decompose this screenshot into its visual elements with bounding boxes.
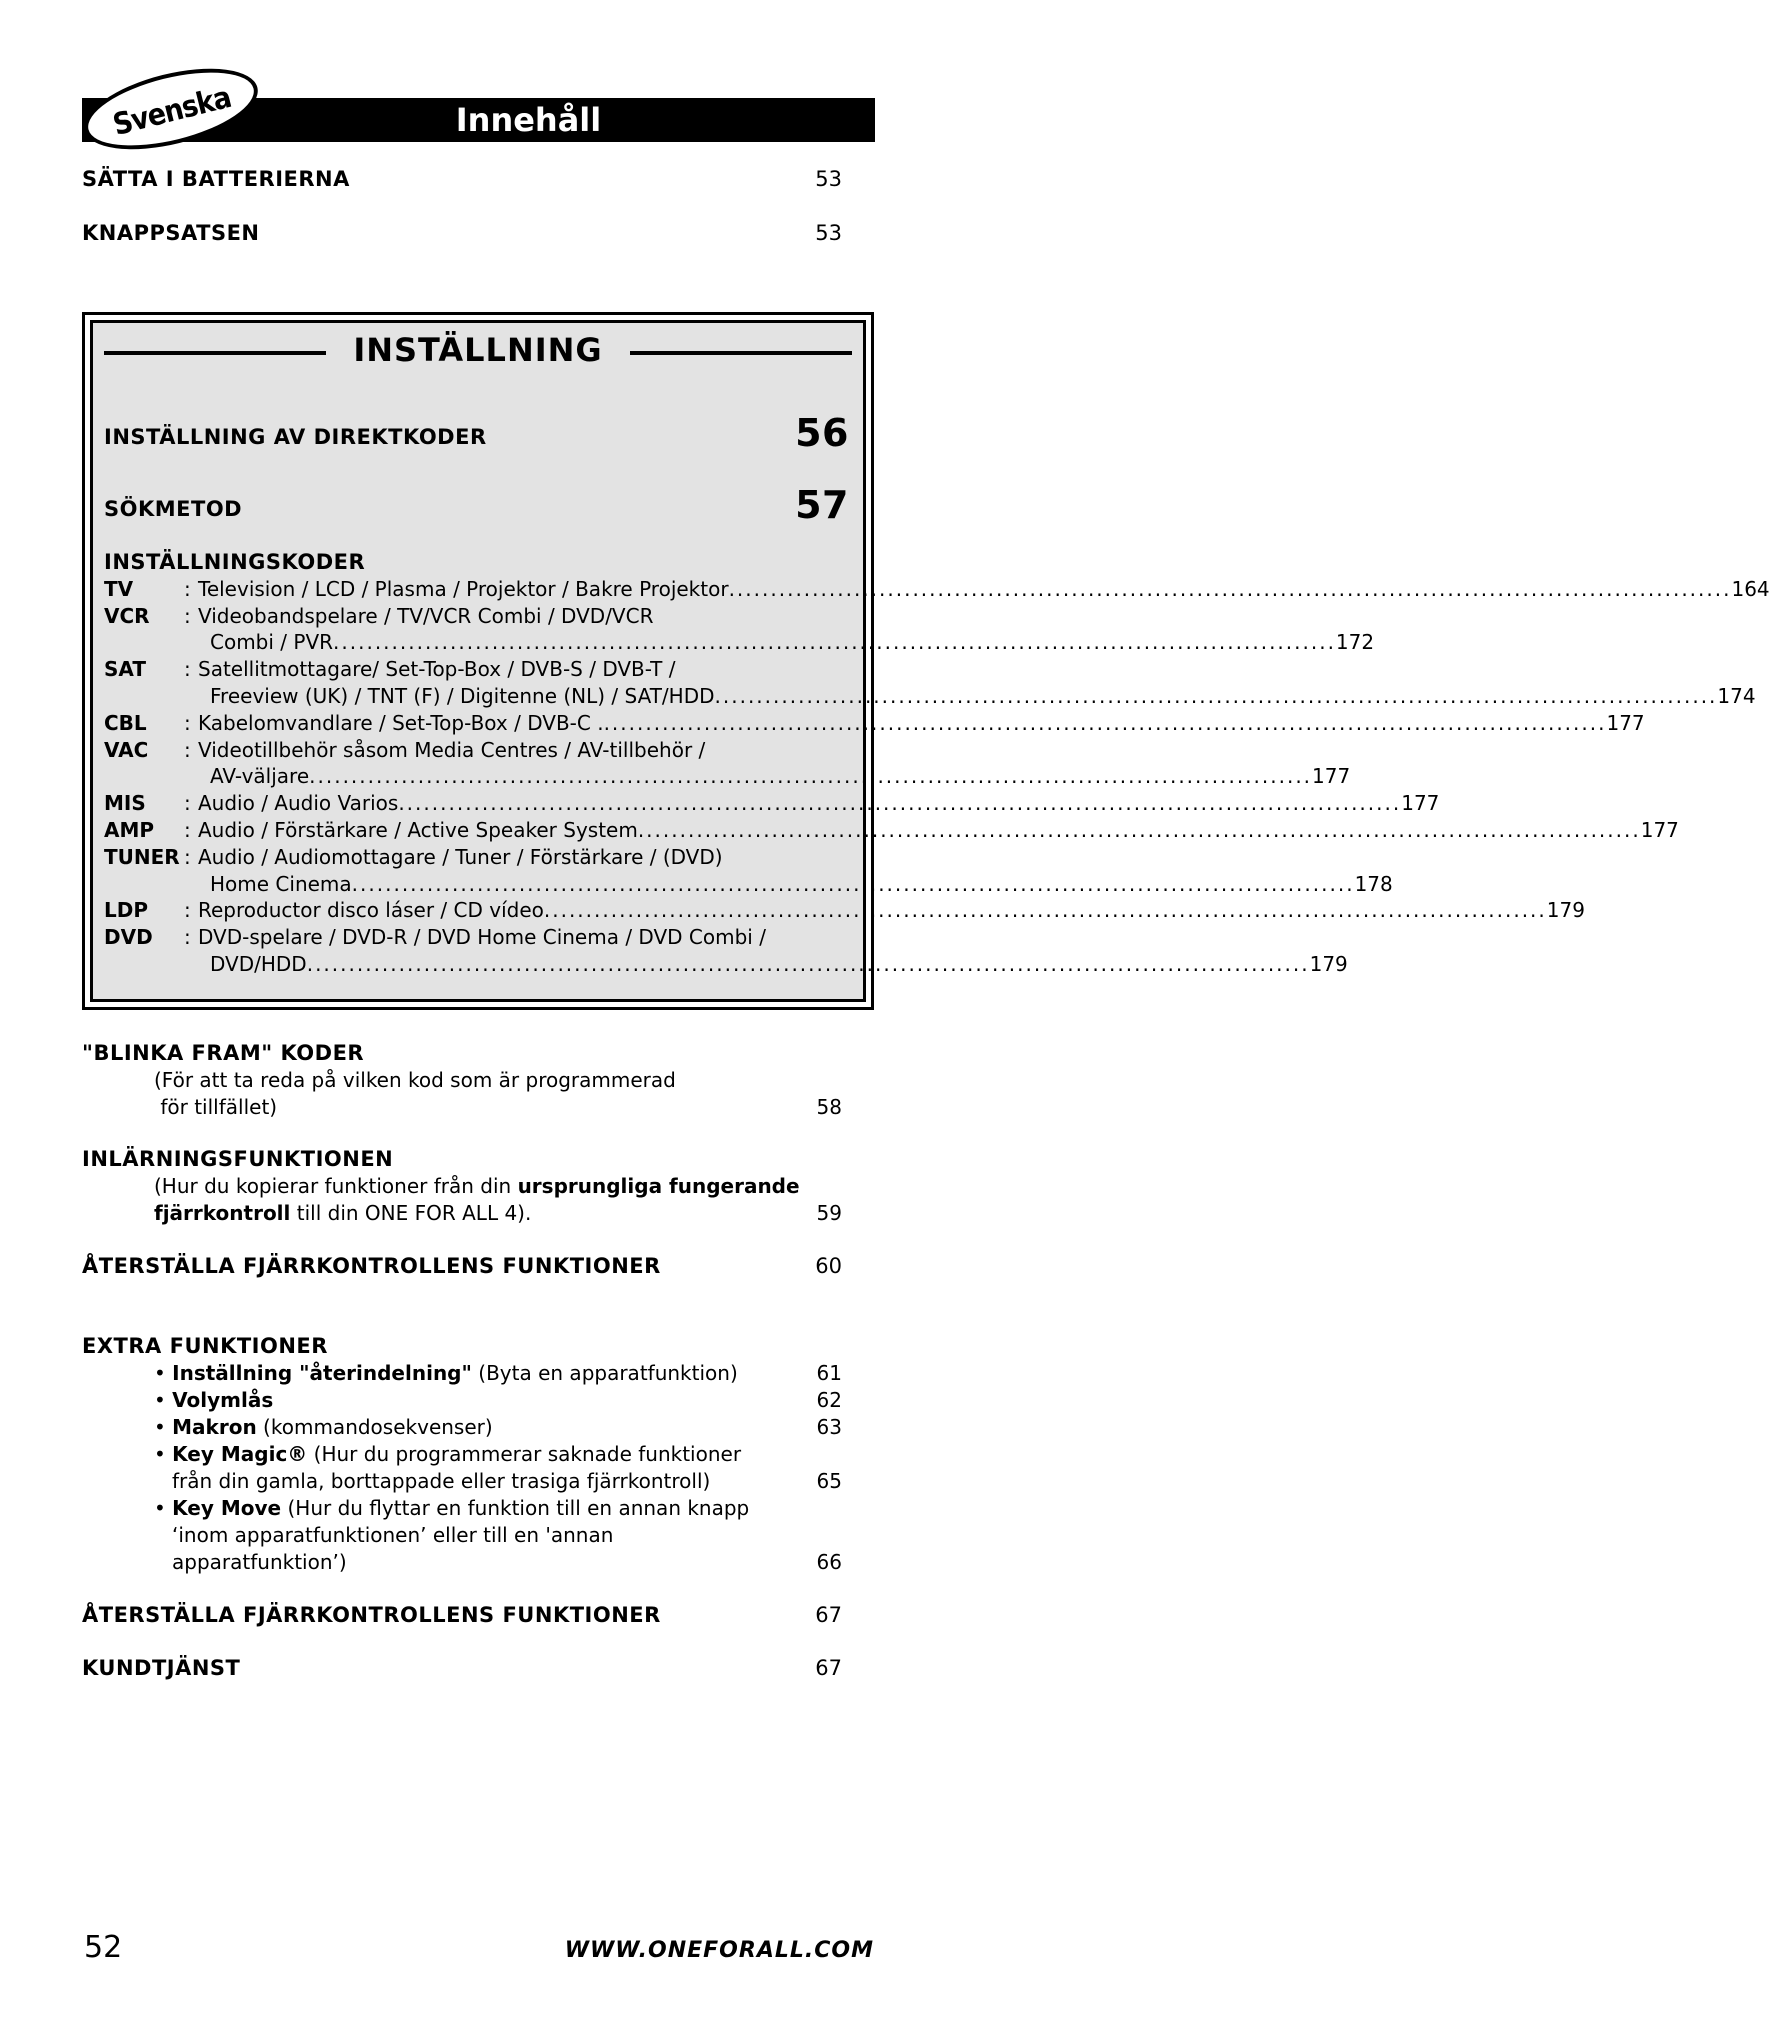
toc-page: 56 (795, 411, 849, 455)
code-page: 177 (1640, 817, 1679, 842)
contents-title: Innehåll (82, 98, 875, 142)
setup-title: INSTÄLLNING (339, 331, 616, 369)
code-row[interactable]: VCR : Videobandspelare / TV/VCR Combi / DVD/VCR (104, 603, 654, 628)
toc-page: 59 (816, 1201, 842, 1225)
language-label: Svenska (109, 80, 235, 143)
toc-page: 62 (816, 1388, 842, 1412)
code-row[interactable]: MIS : Audio / Audio Varios ........................................................................................................................ 177 (104, 791, 1440, 816)
toc-label: KUNDTJÄNST (82, 1656, 241, 1680)
toc-label: ÅTERSTÄLLA FJÄRRKONTROLLENS FUNKTIONER (82, 1603, 661, 1627)
code-row-continued[interactable] (104, 951, 1348, 978)
code-row-continued[interactable] (104, 629, 1375, 656)
bullet-text: från din gamla, borttappade eller trasiga fjärrkontroll) (172, 1469, 711, 1493)
toc-item-keypad[interactable] (82, 220, 842, 247)
bullet-item[interactable]: • Inställning "återindelning" (Byta en apparatfunktion) 61 (154, 1361, 842, 1385)
desc-bold: ursprungliga fungerande (517, 1174, 800, 1198)
code-category: LDP (104, 898, 149, 923)
toc-label: KNAPPSATSEN (82, 221, 260, 245)
code-category: VAC (104, 737, 149, 762)
code-category: MIS (104, 791, 146, 816)
toc-label: INSTÄLLNING AV DIREKTKODER (104, 425, 487, 449)
code-description: Home Cinema (210, 871, 352, 896)
bullet-item[interactable]: • Volymlås 62 (154, 1388, 842, 1412)
toc-page: 63 (816, 1415, 842, 1439)
code-page: 174 (1717, 683, 1756, 708)
toc-label: "BLINKA FRAM" KODER (82, 1041, 365, 1065)
leader-dots: ........................................................................................................................ (398, 791, 1402, 816)
bullet-bold: Volymlås (172, 1388, 274, 1412)
desc-bold: fjärrkontroll (154, 1201, 291, 1225)
code-page: 177 (1312, 764, 1351, 789)
leader-dots: ........................................................................................................................ (603, 710, 1607, 735)
bullet-text: (Hur du flyttar en funktion till en annan knapp (281, 1496, 750, 1520)
toc-item-blink-codes[interactable] (82, 1040, 842, 1067)
code-description: DVD-spelare / DVD-R / DVD Home Cinema / DVD Combi / (198, 925, 766, 950)
code-page: 164 (1731, 576, 1770, 601)
code-category: TV (104, 576, 134, 601)
code-row-continued[interactable] (104, 871, 1393, 898)
toc-page: 53 (815, 221, 842, 245)
page-header (82, 70, 875, 146)
code-page: 179 (1309, 951, 1348, 976)
toc-label: ÅTERSTÄLLA FJÄRRKONTROLLENS FUNKTIONER (82, 1254, 661, 1278)
toc-page: 67 (815, 1603, 842, 1627)
bullet-text: (kommandosekvenser) (256, 1415, 493, 1439)
toc-item-batteries[interactable] (82, 166, 842, 193)
desc-text: till din ONE FOR ALL 4). (290, 1201, 532, 1225)
toc-page: 61 (816, 1361, 842, 1385)
code-category: AMP (104, 817, 155, 842)
leader-dots: ........................................................................................................................ (728, 576, 1732, 601)
leader-dots: ........................................................................................................................ (309, 764, 1313, 789)
toc-label: SÖKMETOD (104, 497, 243, 521)
code-row[interactable]: LDP : Reproductor disco láser / CD vídeo ........................................................................................................................ 179 (104, 898, 1585, 923)
toc-item-search-method[interactable] (104, 483, 849, 527)
toc-desc (154, 1200, 842, 1227)
code-description: Television / LCD / Plasma / Projektor / Bakre Projektor (198, 576, 729, 601)
code-page: 172 (1335, 630, 1375, 655)
bullet-item[interactable]: • Makron (kommandosekvenser) 63 (154, 1415, 842, 1439)
bullet-text: (Byta en apparatfunktion) (471, 1361, 738, 1385)
toc-label: EXTRA FUNKTIONER (82, 1334, 328, 1358)
code-description: Reproductor disco láser / CD vídeo (198, 898, 544, 923)
toc-desc (154, 1173, 842, 1200)
website-link[interactable]: WWW.ONEFORALL.COM (564, 1938, 874, 1963)
toc-item-extra-functions[interactable] (82, 1333, 842, 1360)
code-row[interactable]: DVD : DVD-spelare / DVD-R / DVD Home Cinema / DVD Combi / (104, 925, 766, 950)
leader-dots: ........................................................................................................................ (637, 817, 1641, 842)
leader-dots: ........................................................................................................................ (333, 630, 1336, 655)
setup-codes (104, 549, 1770, 978)
code-row[interactable]: TV : Television / LCD / Plasma / Projektor / Bakre Projektor ........................................................................................................................ 164 (104, 576, 1770, 601)
bullet-text: (Hur du programmerar saknade funktioner (307, 1442, 742, 1466)
bullet-bold: Inställning "återindelning" (172, 1361, 472, 1385)
code-description: Kabelomvandlare / Set-Top-Box / DVB-C . (198, 710, 604, 735)
code-category: SAT (104, 657, 146, 682)
toc-label: INLÄRNINGSFUNKTIONEN (82, 1147, 394, 1171)
code-category: CBL (104, 710, 147, 735)
bullet-bold: Key Move (172, 1496, 282, 1520)
code-description: Satellitmottagare/ Set-Top-Box / DVB-S / DVB-T / (198, 657, 676, 682)
toc-page: 60 (815, 1254, 842, 1278)
code-category: TUNER (104, 844, 180, 869)
toc-item-customer-service[interactable] (82, 1655, 842, 1682)
code-page: 177 (1606, 710, 1645, 735)
leader-dots: ........................................................................................................................ (351, 871, 1355, 896)
toc-page: 66 (816, 1550, 842, 1574)
toc-page: 57 (795, 483, 849, 527)
bullet-text: apparatfunktion’) (172, 1550, 347, 1574)
bullet-bold: Makron (172, 1415, 257, 1439)
setup-box (82, 312, 1770, 1010)
toc-item-reset-functions[interactable] (82, 1253, 842, 1280)
code-page: 178 (1354, 871, 1393, 896)
bullet-bold: Key Magic® (172, 1442, 308, 1466)
code-description: Videobandspelare / TV/VCR Combi / DVD/VCR (198, 603, 654, 628)
toc-page: 65 (816, 1469, 842, 1493)
page-number: 52 (84, 1930, 123, 1965)
toc-item-learning[interactable] (82, 1146, 842, 1173)
code-page: 177 (1401, 791, 1440, 816)
code-category: VCR (104, 603, 150, 628)
code-description: Audio / Förstärkare / Active Speaker System (198, 817, 638, 842)
toc-desc: för tillfället) (154, 1095, 278, 1119)
code-row[interactable]: SAT : Satellitmottagare/ Set-Top-Box / DVB-S / DVB-T / (104, 657, 676, 682)
toc-page: 58 (816, 1095, 842, 1119)
code-row-continued[interactable] (104, 763, 1351, 790)
leader-dots: ........................................................................................................................ (714, 683, 1718, 708)
code-row[interactable]: VAC : Videotillbehör såsom Media Centres / AV-tillbehör / (104, 737, 706, 762)
code-description: AV-väljare (210, 764, 310, 789)
leader-dots: ........................................................................................................................ (306, 951, 1310, 976)
toc-page: 53 (815, 167, 842, 191)
code-description: Freeview (UK) / TNT (F) / Digitenne (NL) / SAT/HDD (210, 683, 715, 708)
code-page: 179 (1546, 898, 1585, 923)
bullet-text: ‘inom apparatfunktionen’ eller till en 'annan (172, 1523, 614, 1547)
toc-label: SÄTTA I BATTERIERNA (82, 167, 350, 191)
codes-heading: INSTÄLLNINGSKODER (104, 550, 366, 574)
leader-dots: ........................................................................................................................ (543, 898, 1547, 923)
toc-item-reset-functions-2[interactable] (82, 1602, 842, 1629)
code-row[interactable]: TUNER : Audio / Audiomottagare / Tuner / Förstärkare / (DVD) (104, 844, 723, 869)
toc-desc: (För att ta reda på vilken kod som är programmerad (154, 1068, 676, 1092)
code-description: DVD/HDD (210, 951, 307, 976)
code-description: Combi / PVR (210, 630, 334, 655)
bullet-item[interactable]: • Key Magic® (Hur du programmerar saknade funktioner (154, 1442, 742, 1466)
desc-text: (Hur du kopierar funktioner från din (154, 1174, 518, 1198)
code-description: Videotillbehör såsom Media Centres / AV-tillbehör / (198, 737, 706, 762)
code-row[interactable]: AMP : Audio / Förstärkare / Active Speaker System ........................................................................................................................ 177 (104, 817, 1679, 842)
code-description: Audio / Audiomottagare / Tuner / Förstärkare / (DVD) (198, 844, 723, 869)
toc-item-direct-codes[interactable] (104, 411, 849, 455)
toc-page: 67 (815, 1656, 842, 1680)
code-row-continued[interactable] (104, 683, 1756, 710)
code-row[interactable]: CBL : Kabelomvandlare / Set-Top-Box / DVB-C . ........................................................................................................................ 177 (104, 710, 1645, 735)
code-category: DVD (104, 925, 153, 950)
code-description: Audio / Audio Varios (198, 791, 399, 816)
bullet-item[interactable]: • Key Move (Hur du flyttar en funktion till en annan knapp (154, 1496, 750, 1520)
